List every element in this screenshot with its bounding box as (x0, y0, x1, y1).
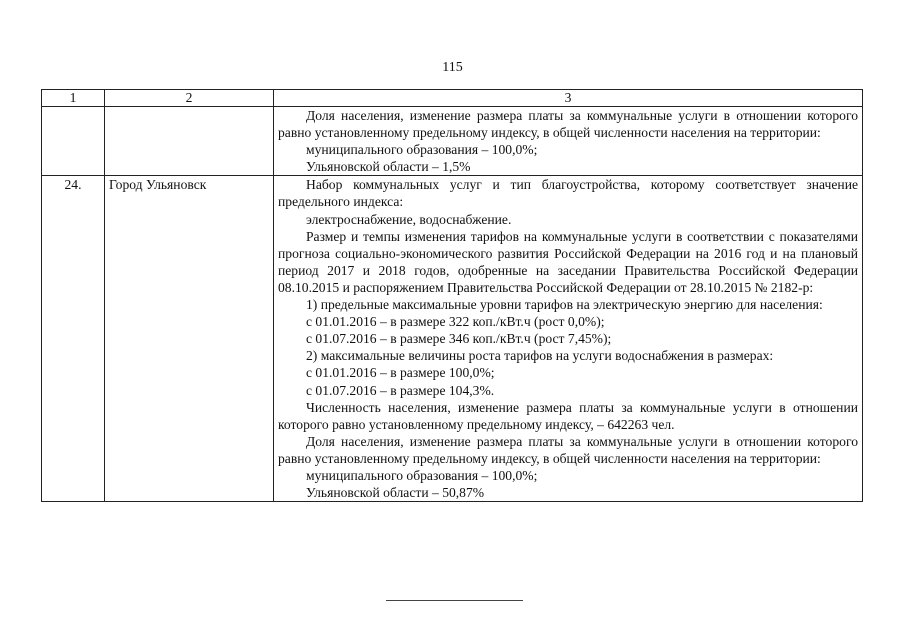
tariff-table (41, 89, 863, 502)
paragraph: муниципального образования – 100,0%; (306, 467, 538, 483)
row-number-cell (42, 107, 105, 176)
paragraph: 1) предельные максимальные уровни тарифов на электрическую энергию для населения: (306, 297, 823, 313)
paragraph: Численность населения, изменение размера платы за коммунальные услуги в отношении которого равно установленному предельному индексу, – 642263 чел. (278, 399, 858, 432)
description-paragraphs (278, 176, 858, 501)
table-header-row (42, 90, 863, 107)
description-paragraphs (278, 107, 858, 175)
header-col-1: 1 (42, 90, 105, 107)
paragraph: Размер и темпы изменения тарифов на коммунальные услуги в соответствии с показателями прогноза социально-экономического развития Российской Федерации на 2016 год и на плановый период 2017 и 2018 годов, одобренные на заседании Правительства Российской Федерации 08.10.2015 и распоряжением Правительства Российской Федерации от 28.10.2015 № 2182-р: (278, 228, 858, 295)
paragraph: с 01.01.2016 – в размере 322 коп./кВт.ч (рост 0,0%); (306, 314, 605, 330)
paragraph: Ульяновской области – 50,87% (306, 485, 485, 501)
municipality-cell (105, 107, 274, 176)
table-row-24 (42, 176, 863, 502)
page-number: 115 (442, 60, 463, 75)
municipality-cell: Город Ульяновск (105, 176, 274, 502)
header-col-3: 3 (274, 90, 863, 107)
paragraph: с 01.07.2016 – в размере 346 коп./кВт.ч (рост 7,45%); (306, 331, 612, 347)
paragraph: с 01.07.2016 – в размере 104,3%. (306, 382, 495, 398)
paragraph: Ульяновской области – 1,5% (306, 159, 471, 175)
paragraph: с 01.01.2016 – в размере 100,0%; (306, 365, 495, 381)
footnote-separator (386, 600, 523, 601)
paragraph: Доля населения, изменение размера платы за коммунальные услуги в отношении которого равно установленному предельному индексу, в общей численности населения на территории: (278, 108, 858, 141)
paragraph: электроснабжение, водоснабжение. (306, 211, 512, 227)
paragraph: Доля населения, изменение размера платы за коммунальные услуги в отношении которого равно установленному предельному индексу, в общей численности населения на территории: (278, 433, 858, 466)
header-col-2: 2 (105, 90, 274, 107)
row-number-cell: 24. (42, 176, 105, 502)
description-cell (274, 107, 863, 176)
table-row-continued (42, 107, 863, 176)
description-cell (274, 176, 863, 502)
paragraph: муниципального образования – 100,0%; (306, 142, 538, 158)
paragraph: Набор коммунальных услуг и тип благоустройства, которому соответствует значение предельного индекса: (278, 177, 858, 210)
paragraph: 2) максимальные величины роста тарифов на услуги водоснабжения в размерах: (306, 348, 774, 364)
